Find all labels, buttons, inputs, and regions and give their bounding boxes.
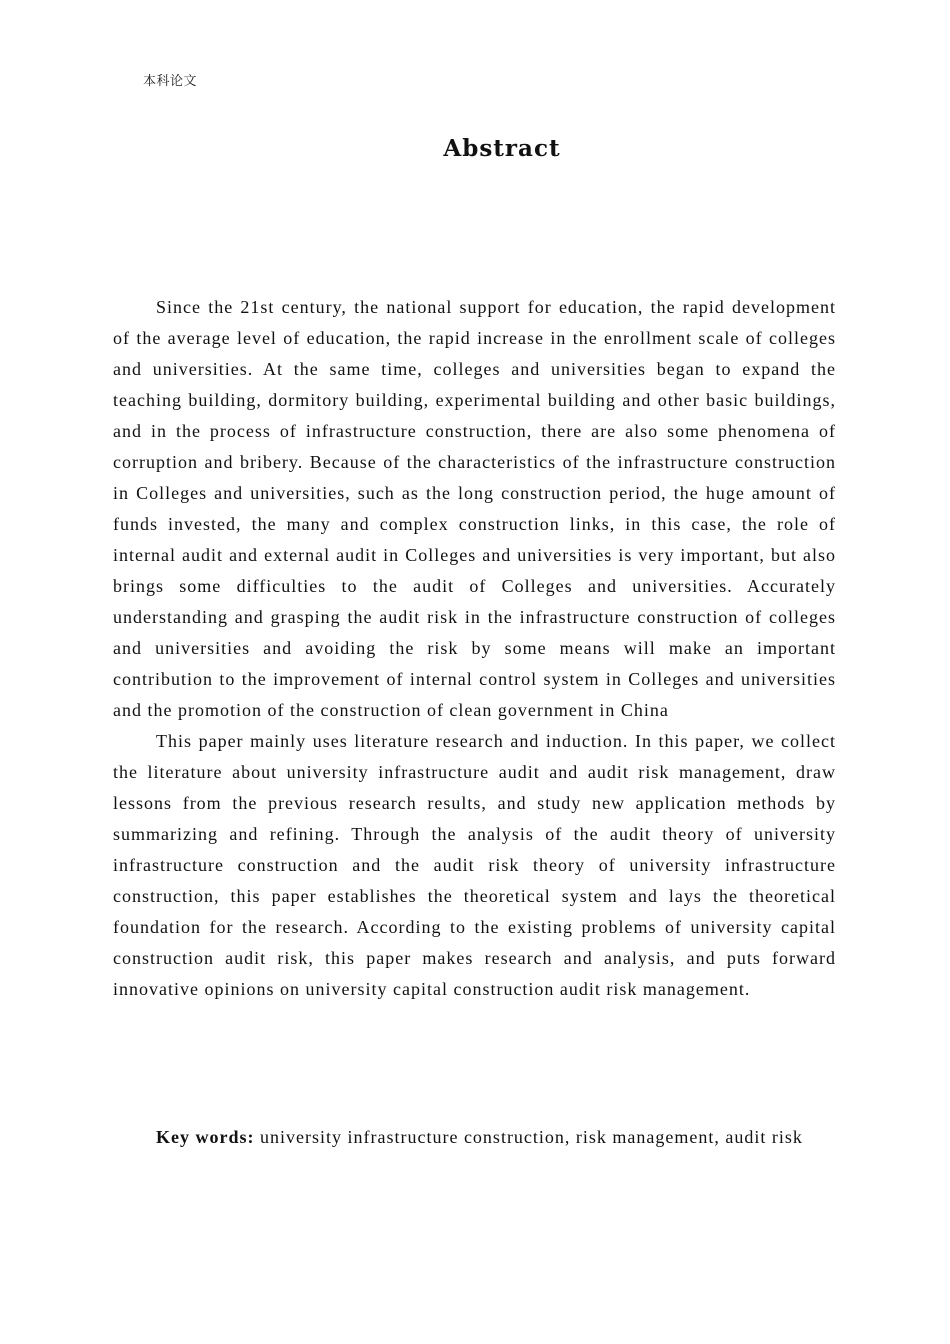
keywords-label: Key words: xyxy=(156,1127,255,1147)
abstract-body xyxy=(113,292,836,1005)
abstract-title: Abstract xyxy=(443,135,561,162)
keywords-line xyxy=(113,1125,836,1150)
running-header: 本科论文 xyxy=(143,74,198,89)
keywords-text: university infrastructure construction, risk management, audit risk xyxy=(260,1127,803,1147)
abstract-paragraph-2: This paper mainly uses literature research and induction. In this paper, we collect the literature about university infrastructure audit and audit risk management, draw lessons from the previous research results, and study new application methods by summarizing and refining. Through the analysis of the audit theory of university infrastructure construction and the audit risk theory of university infrastructure construction, this paper establishes the theoretical system and lays the theoretical foundation for the research. According to the existing problems of university capital construction audit risk, this paper makes research and analysis, and puts forward innovative opinions on university capital construction audit risk management. xyxy=(113,731,836,999)
abstract-paragraph-1: Since the 21st century, the national support for education, the rapid development of the average level of education, the rapid increase in the enrollment scale of colleges and universities. At the same time, colleges and universities began to expand the teaching building, dormitory building, experimental building and other basic buildings, and in the process of infrastructure construction, there are also some phenomena of corruption and bribery. Because of the characteristics of the infrastructure construction in Colleges and universities, such as the long construction period, the huge amount of funds invested, the many and complex construction links, in this case, the role of internal audit and external audit in Colleges and universities is very important, but also brings some difficulties to the audit of Colleges and universities. Accurately understanding and grasping the audit risk in the infrastructure construction of colleges and universities and avoiding the risk by some means will make an important contribution to the improvement of internal control system in Colleges and universities and the promotion of the construction of clean government in China xyxy=(113,297,836,720)
